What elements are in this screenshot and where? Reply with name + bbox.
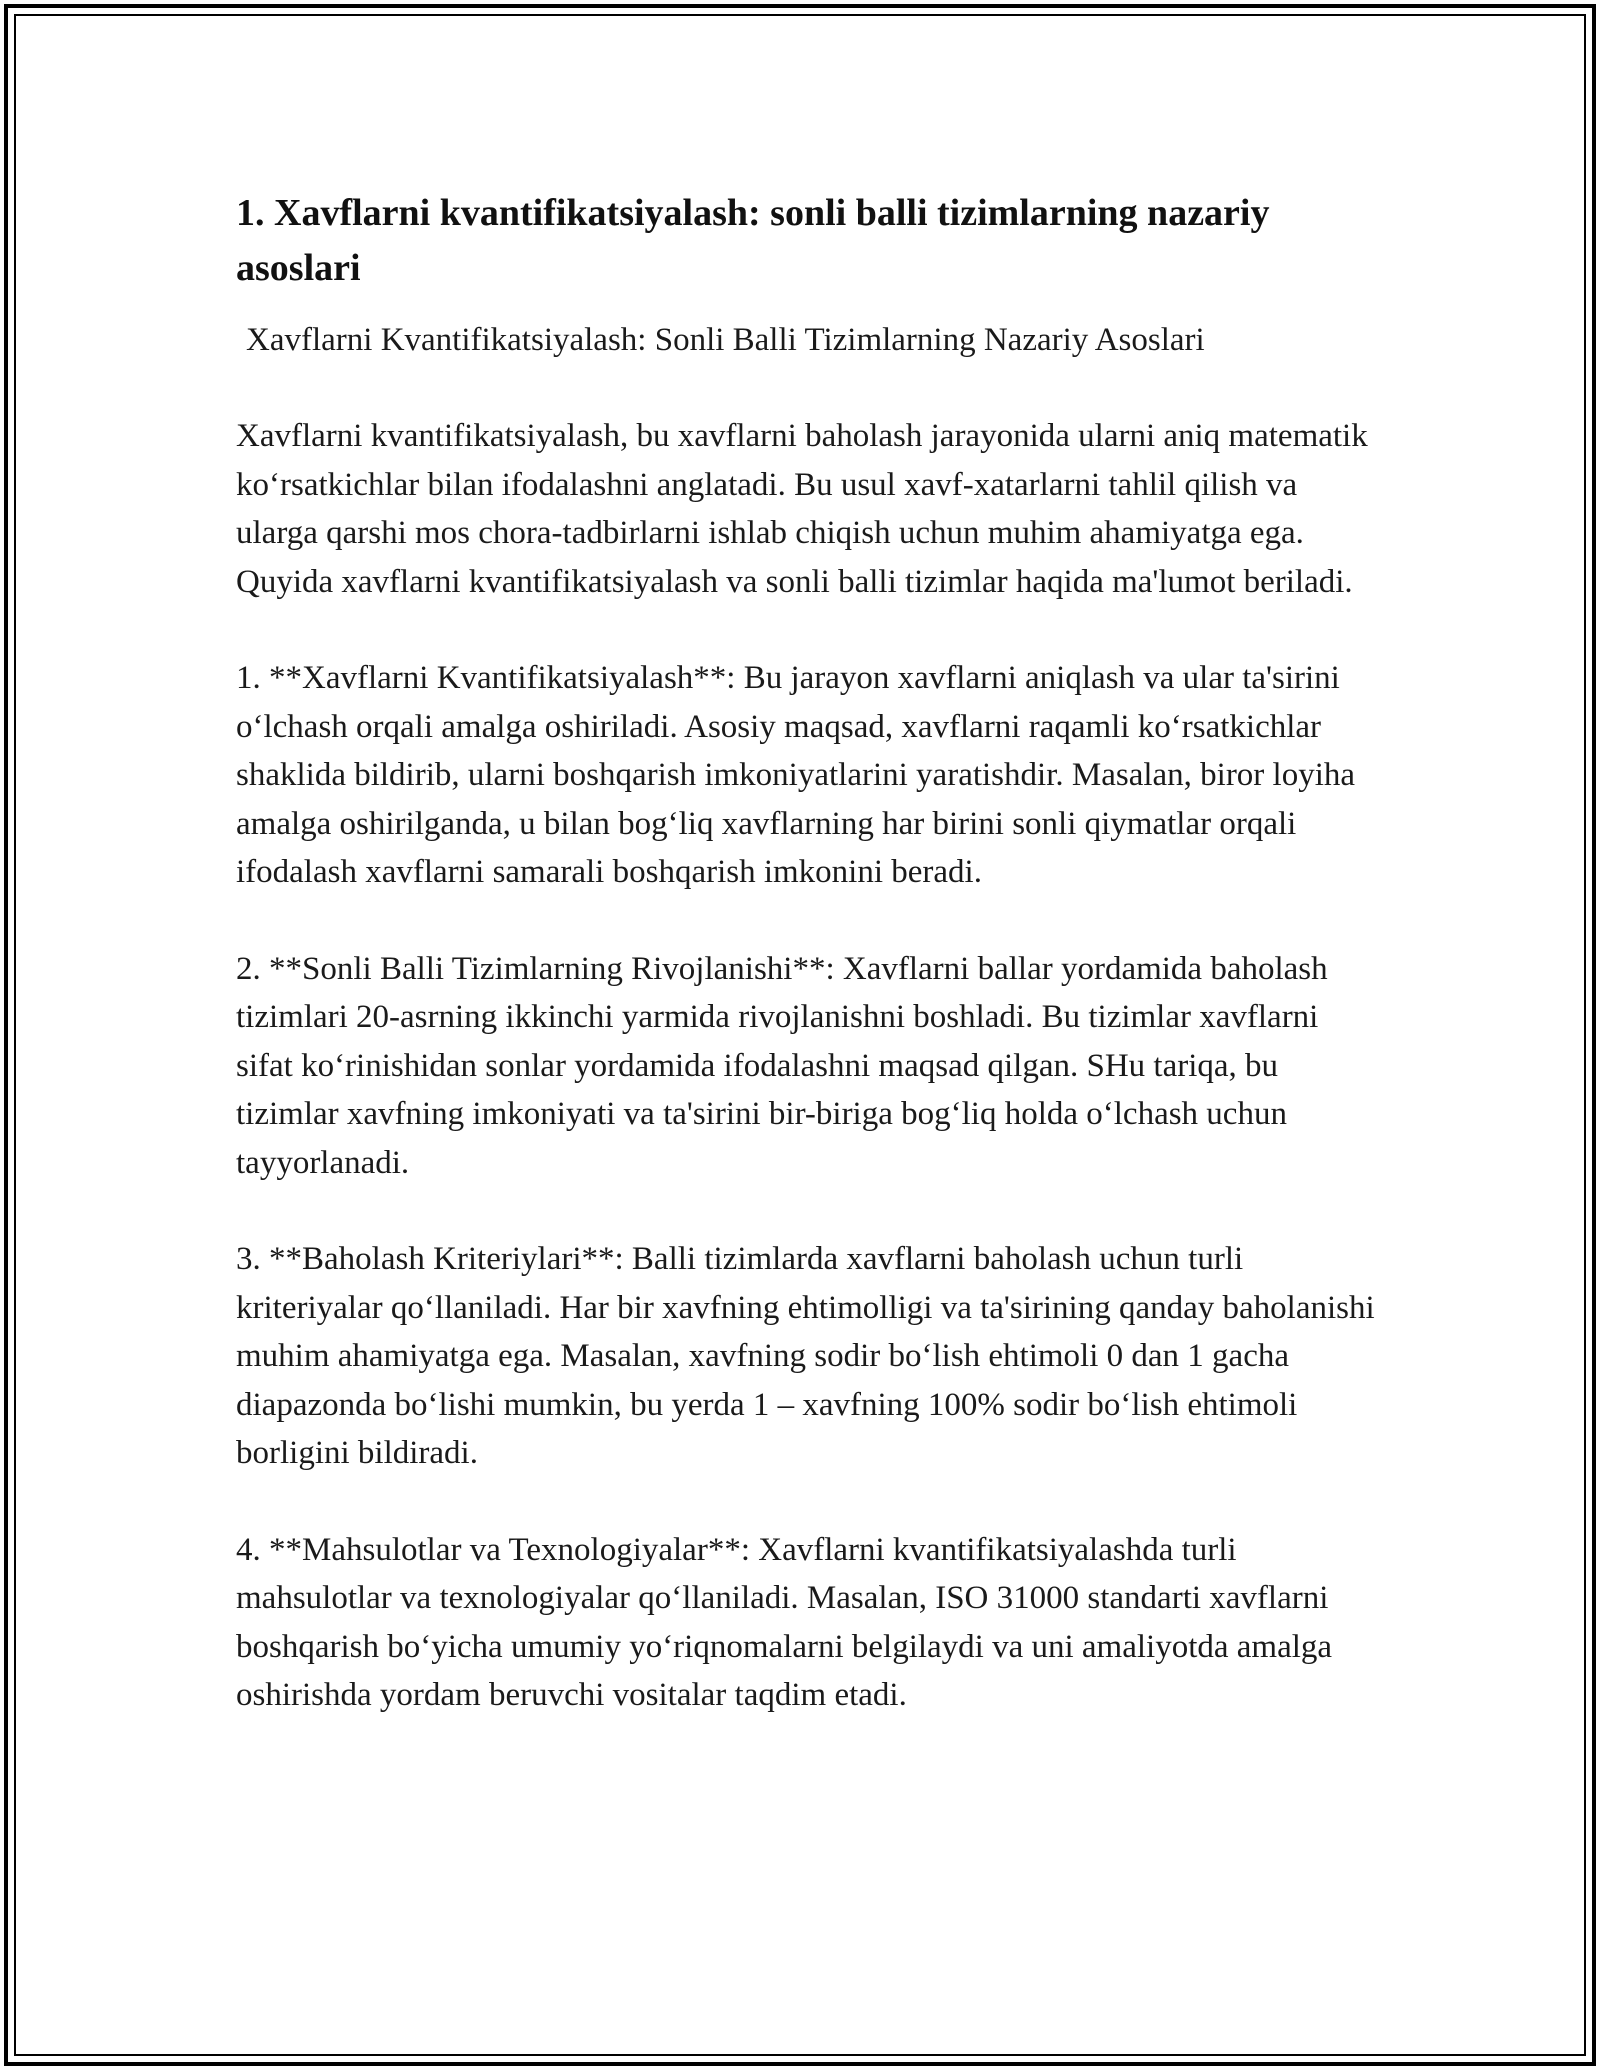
list-item: 3. **Baholash Kriteriylari**: Balli tizimlarda xavflarni baholash uchun turli kriteriyalar qo‘llaniladi. Har bir xavfning ehtimolligi va ta'sirining qanday baholanishi muhim ahamiyatga ega. Masalan, xavfning sodir bo‘lish ehtimoli 0 dan 1 gacha diapazonda bo‘lishi mumkin, bu yerda 1 – xavfning 100% sodir bo‘lish ehtimoli borligini bildiradi. bbox=[236, 1241, 1375, 1471]
intro-paragraph: Xavflarni kvantifikatsiyalash, bu xavflarni baholash jarayonida ularni aniq matematik ko‘rsatkichlar bilan ifodalashni anglatadi. Bu usul xavf-xatarlarni tahlil qilish va ularga qarshi mos chora-tadbirlarni ishlab chiqish uchun muhim ahamiyatga ega. Quyida xavflarni kvantifikatsiyalash va sonli balli tizimlar haqida ma'lumot beriladi. bbox=[236, 418, 1368, 600]
document-body bbox=[236, 186, 1376, 1720]
list-item: 1. **Xavflarni Kvantifikatsiyalash**: Bu jarayon xavflarni aniqlash va ular ta'sirini o‘lchash orqali amalga oshiriladi. Asosiy maqsad, xavflarni raqamli ko‘rsatkichlar shaklida bildirib, ularni boshqarish imkoniyatlarini yaratishdir. Masalan, biror loyiha amalga oshirilganda, u bilan bog‘liq xavflarning har birini sonli qiymatlar orqali ifodalash xavflarni samarali boshqarish imkonini beradi. bbox=[236, 660, 1356, 890]
list-item: 2. **Sonli Balli Tizimlarning Rivojlanishi**: Xavflarni ballar yordamida baholash tizimlari 20-asrning ikkinchi yarmida rivojlanishni boshladi. Bu tizimlar xavflarni sifat ko‘rinishidan sonlar yordamida ifodalashni maqsad qilgan. SHu tariqa, bu tizimlar xavfning imkoniyati va ta'sirini bir-biriga bog‘liq holda o‘lchash uchun tayyorlanadi. bbox=[236, 950, 1328, 1181]
document-title: 1. Xavflarni kvantifikatsiyalash: sonli balli tizimlarning nazariy asoslari bbox=[236, 192, 1270, 289]
list-item: 4. **Mahsulotlar va Texnologiyalar**: Xavflarni kvantifikatsiyalashda turli mahsulotlar va texnologiyalar qo‘llaniladi. Masalan, ISO 31000 standarti xavflarni boshqarish bo‘yicha umumiy yo‘riqnomalarni belgilaydi va uni amaliyotda amalga oshirishda yordam beruvchi vositalar taqdim etadi. bbox=[236, 1531, 1333, 1713]
document-subtitle: Xavflarni Kvantifikatsiyalash: Sonli Balli Tizimlarning Nazariy Asoslari bbox=[246, 322, 1205, 358]
